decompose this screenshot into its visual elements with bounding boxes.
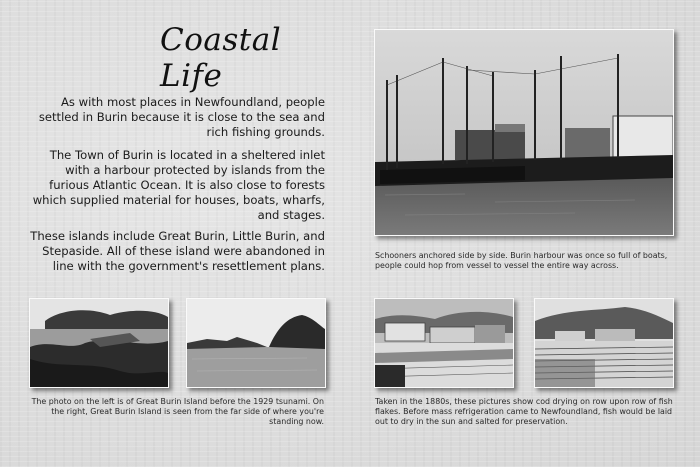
great-burin-before-photo	[29, 298, 169, 388]
schooners-caption: Schooners anchored side by side. Burin harbour was once so full of boats, people could hop from vessel to vessel the entire way across.	[375, 251, 668, 270]
islands-caption: The photo on the left is of Great Burin Island before the 1929 tsunami. On the right, Great Burin Island is seen from the far side of where you're standing now.	[31, 397, 324, 426]
fish-flakes-caption: Taken in the 1880s, these pictures show cod drying on row upon row of fish flakes. Before mass refrigeration came to Newfoundland, fish would be laid out to dry in the sun and salted for preservation.	[375, 397, 673, 426]
fish-flakes-photo-right	[534, 298, 674, 388]
town-paragraph: The Town of Burin is located in a sheltered inlet with a harbour protected by islands from the furious Atlantic Ocean. It is also close to forests which supplied material for houses, boats, wharfs, and stages.	[32, 148, 325, 222]
page-title: Coastal Life	[160, 22, 282, 94]
fish-flakes-photo-left	[374, 298, 514, 388]
islands-paragraph: These islands include Great Burin, Little Burin, and Stepaside. All of these island were abandoned in line with the government's resettlement plans.	[30, 229, 325, 273]
schooners-photo	[374, 29, 674, 236]
great-burin-now-photo	[186, 298, 326, 388]
intro-paragraph: As with most places in Newfoundland, people settled in Burin because it is close to the sea and rich fishing grounds.	[38, 95, 325, 139]
